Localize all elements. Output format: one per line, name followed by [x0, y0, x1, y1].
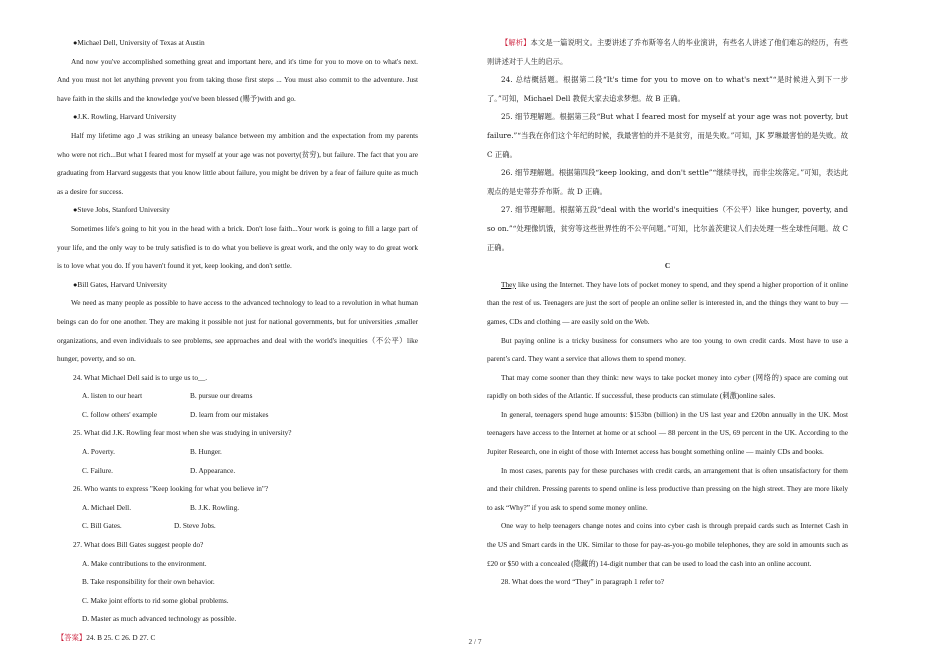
q26-option-c: C. Bill Gates. — [82, 521, 122, 531]
q24-options-row1 — [57, 387, 418, 406]
answer-text: 24. B 25. C 26. D 27. C — [86, 633, 156, 642]
q26-options-row2 — [57, 517, 418, 536]
passage-c-paragraph-1 — [487, 276, 848, 332]
q25-option-a: A. Poverty. — [82, 447, 115, 457]
passage-c-paragraph-6: One way to help teenagers change notes and coins into cyber cash is through prepaid cards such as Internet Cash in the US and Smart cards in the UK. Similar to those for pay-as-you-go mobile telephones, they are sold in amounts such as £20 or $50 with a concealed (隐藏的) 14-digit number that can be used to load the cash into an online account. — [487, 521, 848, 568]
question-24: 24. What Michael Dell said is to urge us to__. — [73, 372, 208, 382]
analysis-26: 26. 细节理解题。根据第四段“keep looking, and don't settle”“继续寻找，而非尘埃落定。”可知，表达此观点的是史蒂芬乔布斯。故 D 正确。 — [487, 168, 848, 196]
jobs-quote: Sometimes life's going to hit you in the head with a brick. Don't lose faith...Your work is going to fill a large part of your life, and the only way to be truly satisfied is to do what you believe is great work, and the only way to do great work is to love what you do. If you haven't found it yet, keep looking, and don't settle. — [57, 223, 418, 271]
q24-option-d: D. learn from our mistakes — [190, 409, 269, 419]
q24-option-b: B. pursue our dreams — [190, 391, 253, 401]
section-heading-c: C — [664, 261, 671, 271]
underlined-they: They — [501, 279, 516, 289]
analysis-text: 本文是一篇说明文。主要讲述了乔布斯等名人的毕业演讲，有些名人讲述了他们难忘的经历，有些则讲述对于人生的启示。 — [487, 38, 849, 66]
page-number: 2 / 7 — [468, 637, 482, 646]
paragraph-3-part-a: That may come sooner than they think: new ways to take pocket money into — [501, 372, 735, 382]
passage-c-paragraph-4: In general, teenagers spend huge amounts: $153bn (billion) in the US last year and £20bn annually in the UK. Most teenagers have access to the Internet at home or at school — 88 percent in the US, 69 percent in the UK. According to the Jupiter Research, one in eight of those with Internet access has bought something online — mainly CDs and books. — [487, 409, 848, 457]
q25-option-d: D. Appearance. — [190, 465, 236, 475]
q24-option-c: C. follow others' example — [82, 409, 158, 419]
q24-option-a: A. listen to our heart — [82, 391, 143, 401]
word-cyber: cyber — [734, 372, 751, 382]
analysis-label: 【解析】 — [501, 38, 531, 47]
analysis-paragraph — [487, 34, 848, 71]
q26-option-d: D. Steve Jobs. — [174, 521, 216, 531]
q27-option-a: A. Make contributions to the environment. — [82, 558, 207, 568]
analysis-24: 24. 总结概括题。根据第二段“It's time for you to move on to what's next”“是时候进入到下一步了。”可知，Michael Dell 教促大家去追求梦想。故 B 正确。 — [487, 75, 848, 103]
q25-options-row1 — [57, 443, 418, 462]
paragraph-3-part-b: (网络的) space are coming out rapidly on both sides of the Atlantic. If successful, these products can stimulate (刺激)online sales. — [487, 372, 848, 401]
q24-options-row2 — [57, 406, 418, 425]
rowling-quote: Half my lifetime ago ,I was striking an uneasy balance between my ambition and the expectation from my parents who were not rich...But what I feared most for myself at your age was not poverty(贫穷), but failure. The fact that you are graduating from Harvard suggests that you know little about failure, you might be driven by a fear of failure quite as much as a desire for success. — [57, 130, 418, 196]
paragraph-1-text: like using the Internet. They have lots of pocket money to spend, and they spend a higher proportion of it online than the rest of us. Teenagers are just the sort of people an online seller is interested in, and the things they want to buy — games, CDs and clothing — are easily sold on the Web. — [487, 279, 848, 326]
left-column — [57, 34, 418, 648]
q25-option-b: B. Hunger. — [190, 447, 222, 457]
right-column — [487, 34, 848, 592]
rowling-heading: ●J.K. Rowling, Harvard University — [73, 112, 177, 122]
question-25: 25. What did J.K. Rowling fear most when she was studying in university? — [73, 428, 292, 438]
dell-quote: And now you've accomplished something great and important here, and it's time for you to move on to what's next. And you must not let anything prevent you from taking those first steps ... You must also commit to the adventure. Just have faith in the skills and the knowledge you've been blessed (赐予)with and go. — [57, 56, 418, 103]
question-28: 28. What does the word “They” in paragraph 1 refer to? — [501, 577, 664, 587]
q27-option-c: C. Make joint efforts to rid some global problems. — [82, 595, 229, 605]
passage-c-paragraph-3 — [487, 369, 848, 406]
q26-options-row1 — [57, 499, 418, 518]
answer-label: 【答案】 — [57, 633, 87, 642]
passage-c-paragraph-2: But paying online is a tricky business for consumers who are too young to own credit cards. Most have to use a parent’s card. They want a service that allows them to spend money. — [487, 335, 848, 364]
q25-options-row2 — [57, 462, 418, 481]
q26-option-a: A. Michael Dell. — [82, 502, 132, 512]
gates-heading: ●Bill Gates, Harvard University — [73, 279, 167, 289]
analysis-27: 27. 细节理解题。根据第五段“deal with the world's inequities（不公平）like hunger, poverty, and so on.”“处理像饥饿，贫穷等这些世界性的不公平问题。”可知，比尔盖茨建议人们去处理一些全球性问题。故 C 正确。 — [487, 205, 848, 252]
q27-option-b: B. Take responsibility for their own behavior. — [82, 577, 215, 587]
passage-c-paragraph-5: In most cases, parents pay for these purchases with credit cards, an arrangement that is often unsatisfactory for them and their children. Pressing parents to spend online is less productive than pressing on the high street. They are more likely to ask “Why?” if you ask to spend some money online. — [487, 465, 848, 512]
question-27: 27. What does Bill Gates suggest people do? — [73, 540, 204, 550]
q26-option-b: B. J.K. Rowling. — [190, 502, 240, 512]
gates-quote: We need as many people as possible to have access to the advanced technology to lead to a revolution in what human beings can do for one another. They are making it possible not just for national governments, but for universities ,smaller organizations, and even individuals to see problems, see approaches and deal with the world's inequities（不公平）like hunger, poverty, and so on. — [57, 298, 418, 364]
q27-option-d: D. Master as much advanced technology as possible. — [82, 614, 237, 624]
dell-heading: ●Michael Dell, University of Texas at Austin — [73, 38, 205, 47]
analysis-25: 25. 细节理解题。根据第三段“But what I feared most for myself at your age was not poverty, but failure.”“当我在你们这个年纪的时候，我最害怕的并不是贫穷，而是失败。”可知，JK 罗琳最害怕的是失败。故 C 正确。 — [487, 112, 848, 159]
q25-option-c: C. Failure. — [82, 465, 114, 475]
question-26: 26. Who wants to express "Keep looking for what you believe in"? — [73, 484, 269, 494]
jobs-heading: ●Steve Jobs, Stanford University — [73, 205, 170, 215]
